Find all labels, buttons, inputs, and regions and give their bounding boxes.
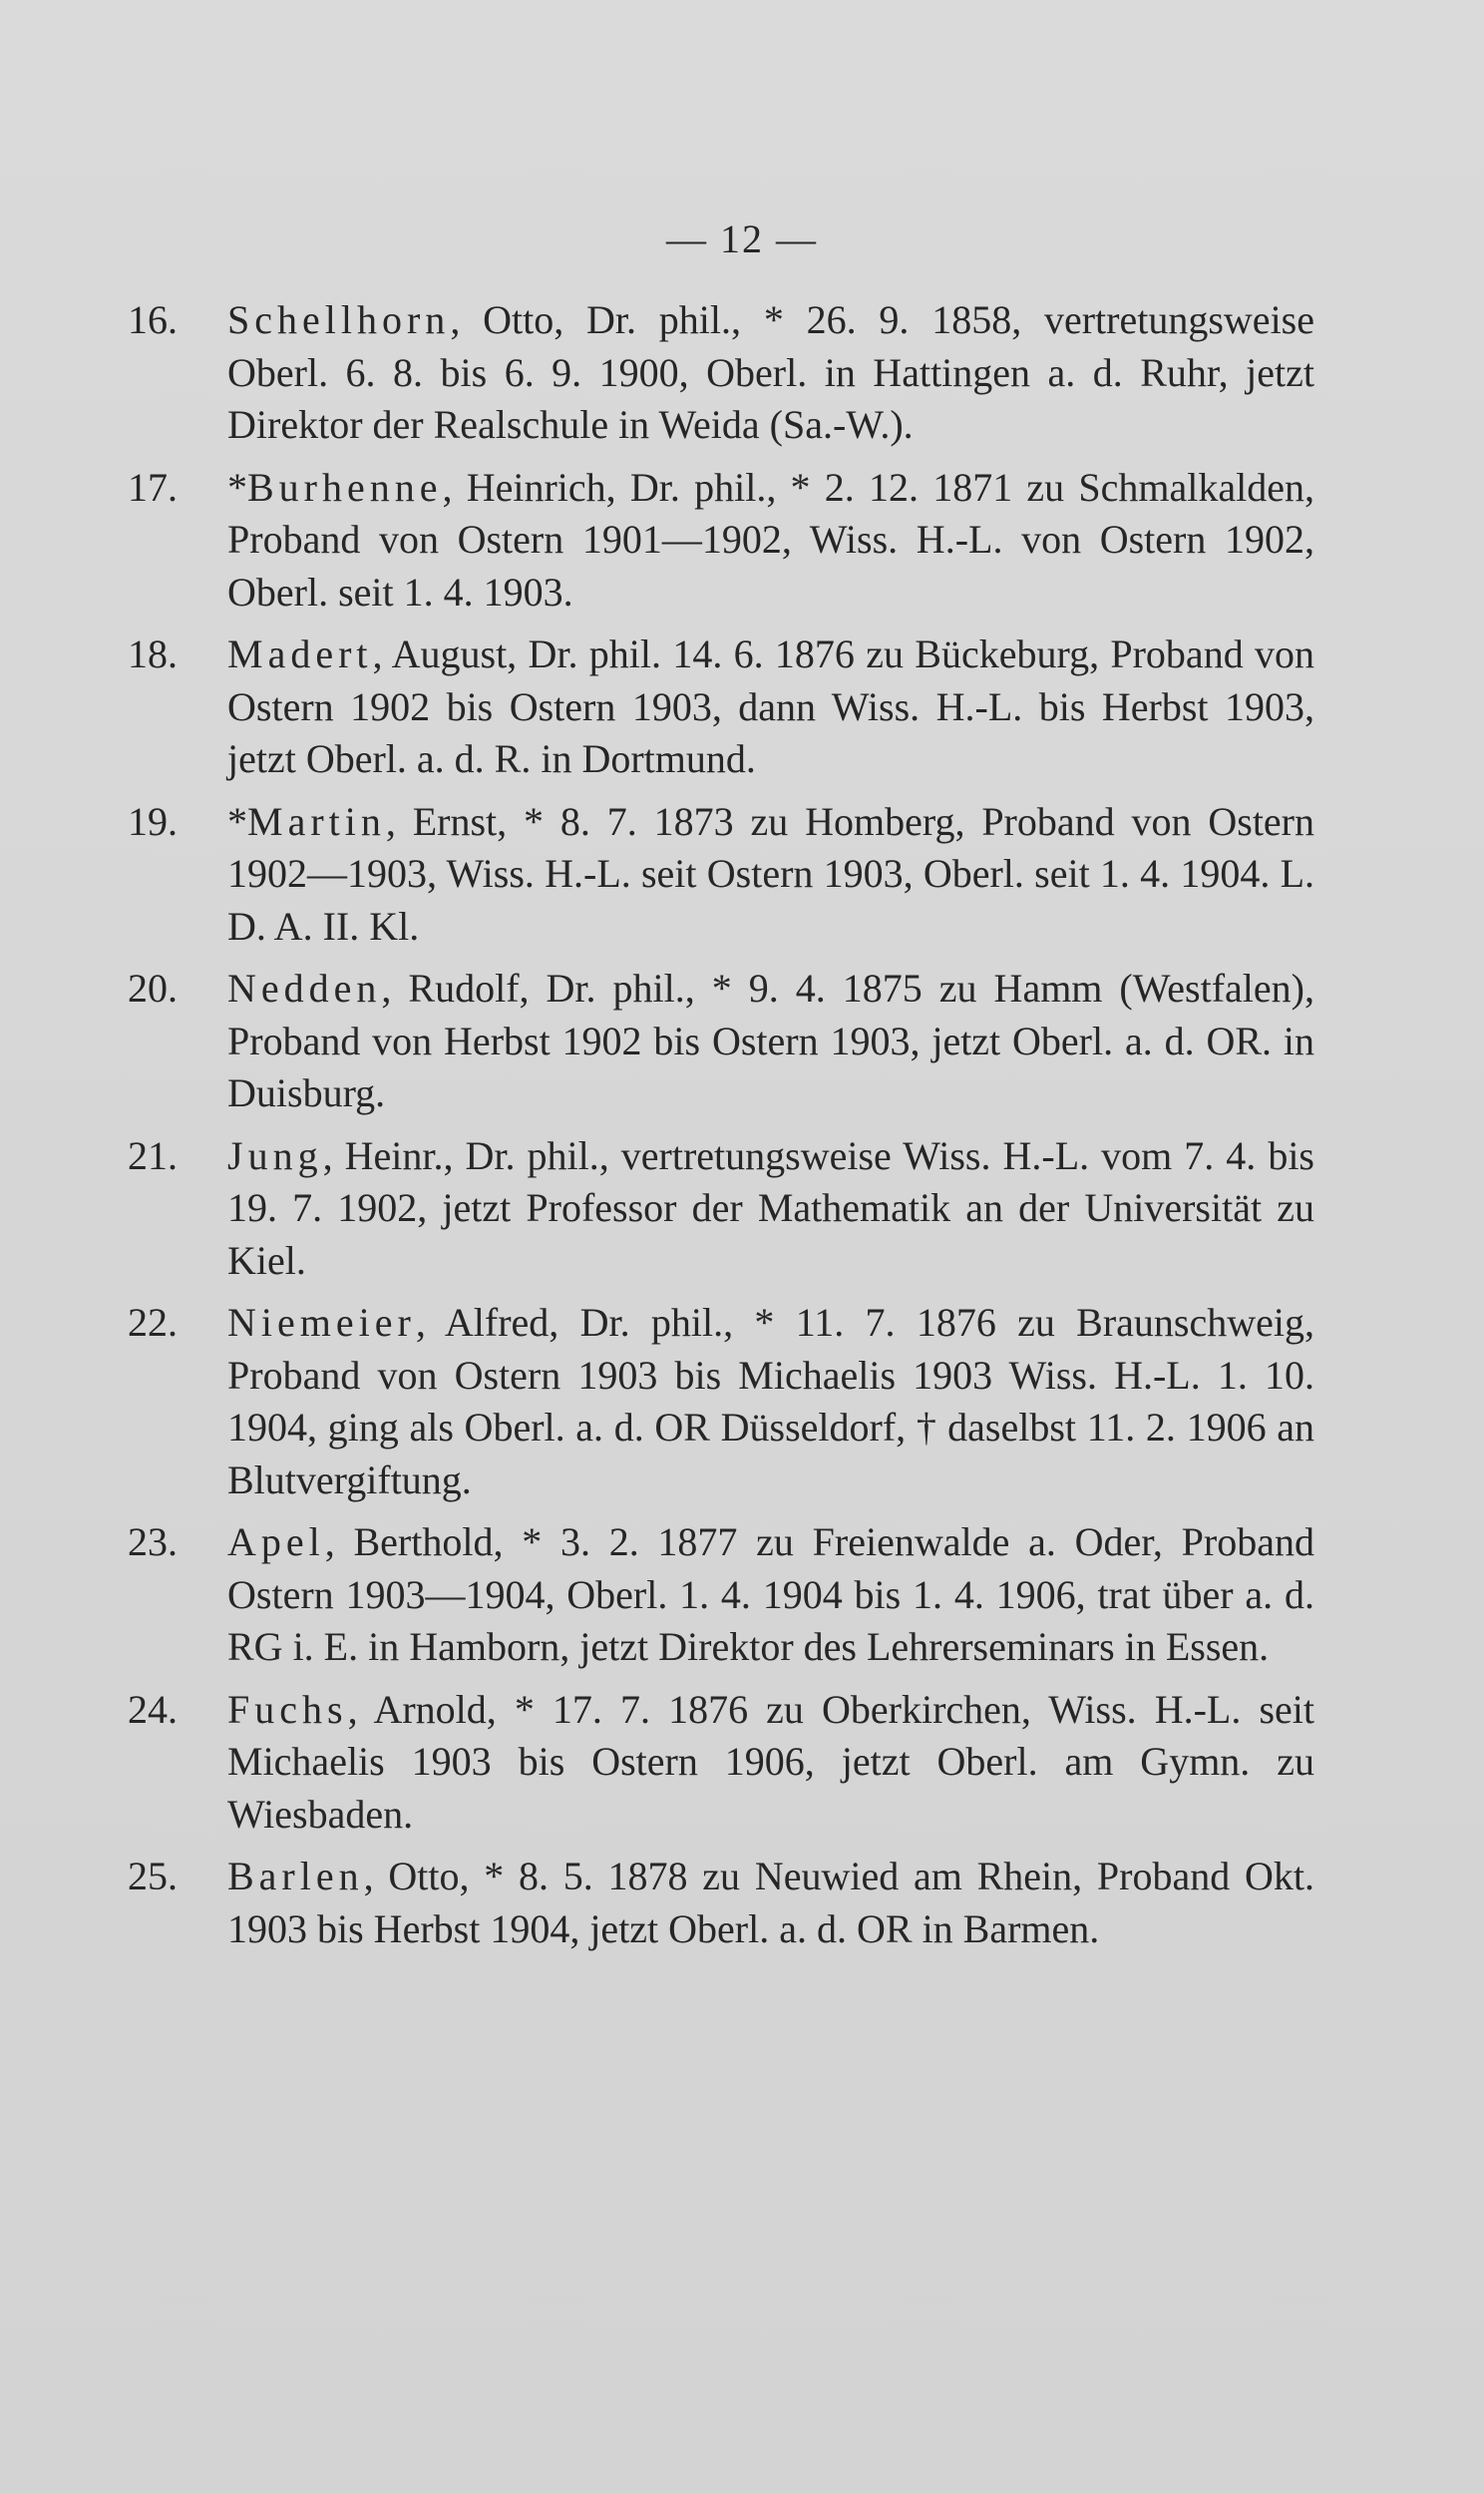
- list-item: [128, 1297, 1314, 1506]
- entry-name: Apel: [227, 1519, 325, 1564]
- entry-text: [227, 1516, 1314, 1674]
- list-item: [128, 628, 1314, 786]
- list-item: [128, 796, 1314, 954]
- page-number-header: — 12 —: [666, 216, 818, 261]
- list-item: [128, 1851, 1314, 1955]
- entry-details: , Ernst, * 8. 7. 1873 zu Homberg, Proband von Ostern 1902—1903, Wiss. H.-L. seit Ostern 1903, Oberl. seit 1. 4. 1904. L. D. A. II. Kl.: [227, 798, 1314, 949]
- entry-text: [227, 628, 1314, 786]
- entry-text: [227, 1851, 1314, 1955]
- entry-text: [227, 1684, 1314, 1842]
- entry-name: Fuchs: [227, 1686, 348, 1732]
- entry-text: [227, 1130, 1314, 1288]
- entry-name: Nedden: [227, 966, 382, 1011]
- list-item: [128, 1684, 1314, 1842]
- entry-number: 20.: [128, 966, 178, 1011]
- entry-number: 22.: [128, 1300, 178, 1345]
- entry-text: [227, 1297, 1314, 1506]
- entry-name: Jung: [227, 1132, 323, 1178]
- entry-prefix: *: [227, 464, 247, 510]
- list-item: [128, 462, 1314, 620]
- entry-name: Burhenne: [247, 464, 443, 510]
- list-item: [128, 1516, 1314, 1674]
- entry-number: 17.: [128, 464, 178, 510]
- entry-details: , Berthold, * 3. 2. 1877 zu Freienwalde a. Oder, Proband Ostern 1903—1904, Oberl. 1. 4. 1904 bis 1. 4. 1906, trat über a. d. RG i. E. in Hamborn, jetzt Direktor des Lehrerseminars in Essen.: [227, 1519, 1314, 1669]
- entry-details: , Rudolf, Dr. phil., * 9. 4. 1875 zu Hamm (Westfalen), Proband von Herbst 1902 bis Ostern 1903, jetzt Oberl. a. d. OR. in Duisburg.: [227, 966, 1314, 1115]
- entry-details: , Otto, Dr. phil., * 26. 9. 1858, vertretungsweise Oberl. 6. 8. bis 6. 9. 1900, Oberl. in Hattingen a. d. Ruhr, jetzt Direktor der Realschule in Weida (Sa.-W.).: [227, 297, 1314, 447]
- entry-name: Madert: [227, 631, 373, 676]
- entry-number: 24.: [128, 1686, 178, 1732]
- entry-details: , Arnold, * 17. 7. 1876 zu Oberkirchen, Wiss. H.-L. seit Michaelis 1903 bis Ostern 1906, jetzt Oberl. am Gymn. zu Wiesbaden.: [227, 1686, 1314, 1837]
- entry-details: , Otto, * 8. 5. 1878 zu Neuwied am Rhein, Proband Okt. 1903 bis Herbst 1904, jetzt Oberl. a. d. OR in Barmen.: [227, 1854, 1314, 1951]
- list-item: [128, 294, 1314, 452]
- entry-list: [128, 294, 1314, 1965]
- entry-name: Martin: [247, 798, 386, 844]
- entry-details: , August, Dr. phil. 14. 6. 1876 zu Bückeburg, Proband von Ostern 1902 bis Ostern 1903, dann Wiss. H.-L. bis Herbst 1903, jetzt Oberl. a. d. R. in Dortmund.: [227, 631, 1314, 781]
- entry-number: 23.: [128, 1519, 178, 1564]
- entry-number: 21.: [128, 1132, 178, 1178]
- entry-name: Niemeier: [227, 1300, 416, 1345]
- entry-prefix: *: [227, 798, 247, 844]
- entry-name: Schellhorn: [227, 297, 451, 342]
- entry-text: [227, 294, 1314, 452]
- entry-details: , Heinrich, Dr. phil., * 2. 12. 1871 zu Schmalkalden, Proband von Ostern 1901—1902, Wiss. H.-L. von Ostern 1902, Oberl. seit 1. 4. 1903.: [227, 464, 1314, 615]
- entry-name: Barlen: [227, 1854, 364, 1898]
- list-item: [128, 963, 1314, 1120]
- entry-text: [227, 796, 1314, 954]
- entry-text: [227, 462, 1314, 620]
- entry-number: 19.: [128, 798, 178, 844]
- entry-details: , Heinr., Dr. phil., vertretungsweise Wiss. H.-L. vom 7. 4. bis 19. 7. 1902, jetzt Professor der Mathematik an der Universität zu Kiel.: [227, 1132, 1314, 1283]
- list-item: [128, 1130, 1314, 1288]
- entry-number: 16.: [128, 297, 178, 342]
- entry-details: , Alfred, Dr. phil., * 11. 7. 1876 zu Braunschweig, Proband von Ostern 1903 bis Michaelis 1903 Wiss. H.-L. 1. 10. 1904, ging als Oberl. a. d. OR Düsseldorf, † daselbst 11. 2. 1906 an Blutvergiftung.: [227, 1300, 1314, 1502]
- entry-number: 25.: [128, 1854, 178, 1898]
- entry-text: [227, 963, 1314, 1120]
- entry-number: 18.: [128, 631, 178, 676]
